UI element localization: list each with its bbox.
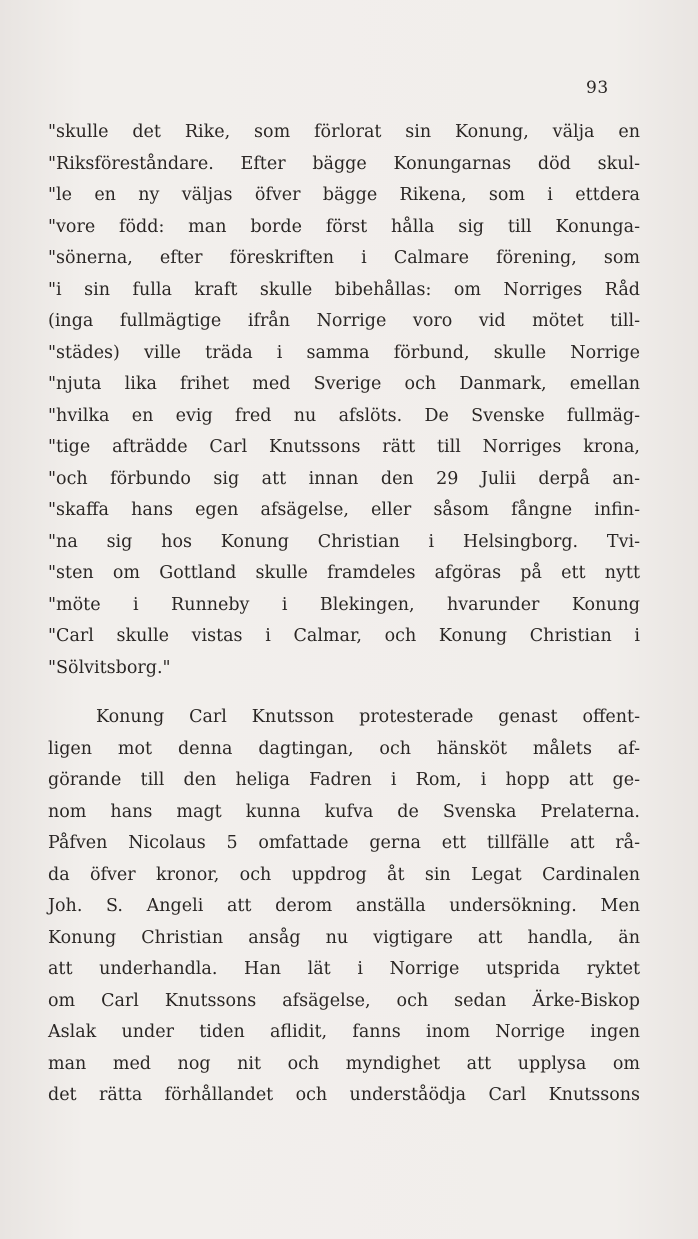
body-text: [48, 117, 640, 1112]
text-line: att underhandla. Han lät i Norrige utsprida ryktet: [48, 959, 640, 979]
text-line: "Riksföreståndare. Efter bägge Konungarnas död skul-: [48, 153, 640, 174]
text-line: det rätta förhållandet och underståödja Carl Knutssons: [48, 1085, 640, 1105]
paragraph-gap: [48, 684, 640, 702]
text-line: da öfver kronor, och uppdrog åt sin Legat Cardinalen: [48, 864, 640, 885]
page-number: 93: [586, 78, 609, 98]
text-line: "och förbundo sig att innan den 29 Julii derpå an-: [48, 468, 640, 489]
text-line: "na sig hos Konung Christian i Helsingborg. Tvi-: [48, 531, 640, 552]
text-line: "sten om Gottland skulle framdeles afgöras på ett nytt: [48, 563, 640, 583]
text-line: om Carl Knutssons afsägelse, och sedan Ärke-Biskop: [48, 990, 640, 1011]
text-line: man med nog nit och myndighet att upplysa om: [48, 1053, 640, 1074]
text-line: (inga fullmägtige ifrån Norrige voro vid mötet till-: [48, 311, 640, 331]
text-line: "sönerna, efter föreskriften i Calmare förening, som: [48, 248, 640, 268]
text-line: Påfven Nicolaus 5 omfattade gerna ett tillfälle att rå-: [48, 833, 640, 853]
text-line: "skulle det Rike, som förlorat sin Konung, välja en: [48, 122, 640, 142]
text-line: Konung Christian ansåg nu vigtigare att handla, än: [48, 927, 640, 948]
text-line: "njuta lika frihet med Sverige och Danmark, emellan: [48, 374, 640, 394]
text-line: Joh. S. Angeli att derom anställa undersökning. Men: [48, 896, 640, 916]
text-line: görande till den heliga Fadren i Rom, i hopp att ge-: [48, 770, 640, 790]
text-line: "hvilka en evig fred nu afslöts. De Svenske fullmäg-: [48, 405, 640, 426]
text-line: "vore född: man borde först hålla sig till Konunga-: [48, 216, 640, 237]
text-line: ligen mot denna dagtingan, och hänsköt målets af-: [48, 738, 640, 759]
text-line: "le en ny väljas öfver bägge Rikena, som i ettdera: [48, 185, 640, 205]
text-line: Aslak under tiden aflidit, fanns inom Norrige ingen: [48, 1022, 640, 1042]
text-line: "skaffa hans egen afsägelse, eller såsom fångne infin-: [48, 500, 640, 520]
text-line: "Sölvitsborg.": [48, 657, 171, 678]
text-line: "i sin fulla kraft skulle bibehållas: om Norriges Råd: [48, 279, 640, 300]
text-line: "möte i Runneby i Blekingen, hvarunder Konung: [48, 594, 640, 615]
text-line: nom hans magt kunna kufva de Svenska Prelaterna.: [48, 801, 640, 822]
text-line: "städes) ville träda i samma förbund, skulle Norrige: [48, 342, 640, 363]
text-line: "Carl skulle vistas i Calmar, och Konung Christian i: [48, 626, 640, 646]
text-line: Konung Carl Knutsson protesterade genast offent-: [96, 707, 640, 727]
text-line: "tige afträdde Carl Knutssons rätt till Norriges krona,: [48, 437, 640, 457]
